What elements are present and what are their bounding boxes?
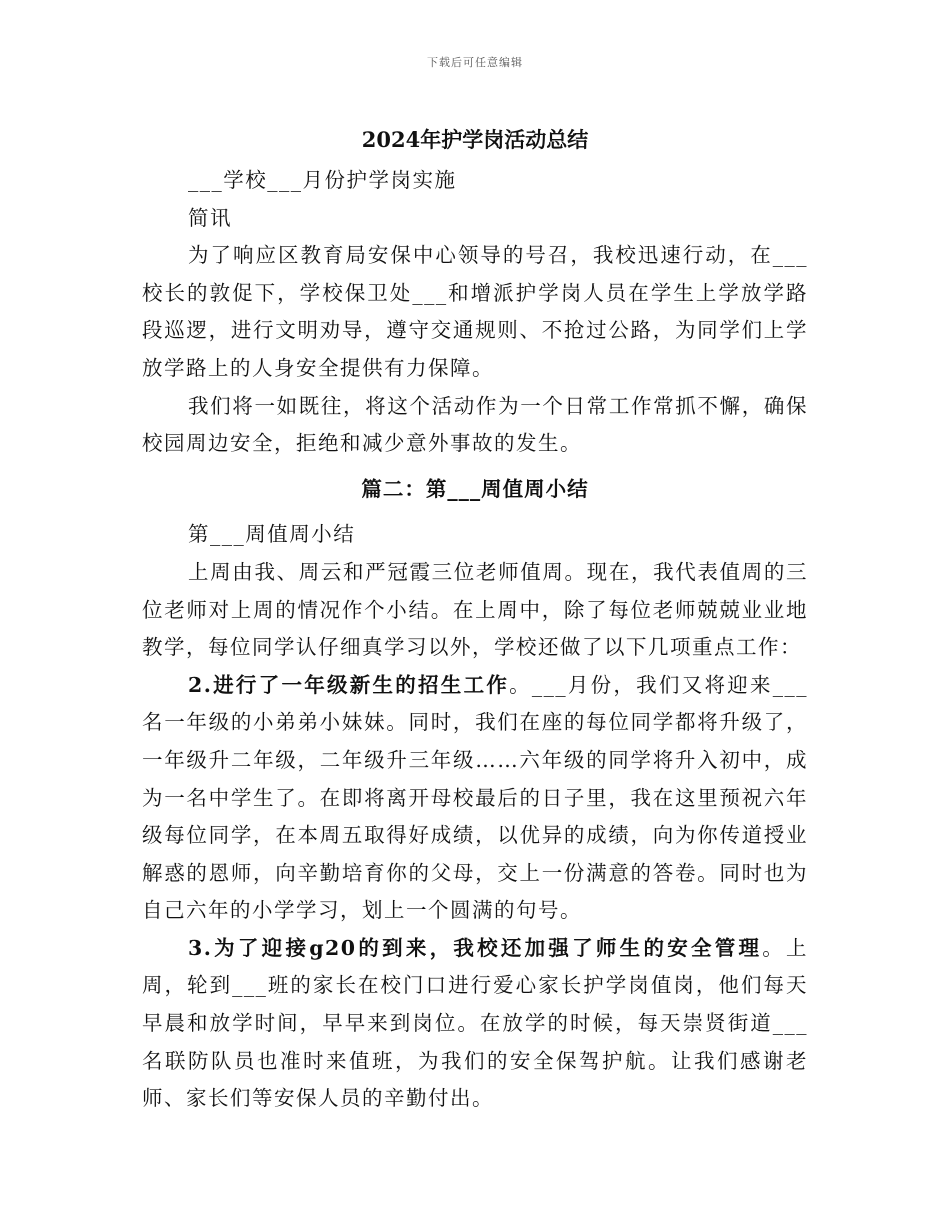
header-note: 下载后可任意编辑 <box>427 56 523 69</box>
document-body <box>142 118 808 1118</box>
section2-line1: 第___周值周小结 <box>188 522 356 547</box>
section2-subtitle: 篇二：第___周值周小结 <box>361 476 589 501</box>
section2-item3 <box>142 930 808 1118</box>
item3-heading: 3.为了迎接g20的到来，我校还加强了师生的安全管理 <box>188 935 763 960</box>
item2-text: 。___月份，我们又将迎来___名一年级的小弟弟小妹妹。同时，我们在座的每位同学都将升级了，一年级升二年级，二年级升三年级……六年级的同学将升入初中，成为一名中学生了。在即将离开母校最后的日子里，我在这里预祝六年级每位同学，在本周五取得好成绩，以优异的成绩，向为你传道授业解惑的恩师，向辛勤培育你的父母，交上一份满意的答卷。同时也为自己六年的小学学习，划上一个圆满的句号。 <box>142 672 808 923</box>
section2-para1: 上周由我、周云和严冠霞三位老师值周。现在，我代表值周的三位老师对上周的情况作个小结。在上周中，除了每位老师兢兢业业地教学，每位同学认仔细真学习以外，学校还做了以下几项重点工作： <box>142 559 808 660</box>
item3-text: 。上周，轮到___班的家长在校门口进行爱心家长护学岗值岗，他们每天早晨和放学时间，早早来到岗位。在放学的时候，每天崇贤街道___名联防队员也准时来值班，为我们的安全保驾护航。让我们感谢老师、家长们等安保人员的辛勤付出。 <box>142 935 809 1111</box>
section1-line1: ___学校___月份护学岗实施 <box>188 168 457 192</box>
document-title: 2024年护学岗活动总结 <box>361 127 589 152</box>
item2-heading: 2.进行了一年级新生的招生工作 <box>188 672 510 697</box>
section1-line2: 简讯 <box>188 205 232 230</box>
section1-para1: 为了响应区教育局安保中心领导的号召，我校迅速行动，在___校长的敦促下，学校保卫处___和增派护学岗人员在学生上学放学路段巡逻，进行文明劝导，遵守交通规则、不抢过公路，为同学们上学放学路上的人身安全提供有力保障。 <box>142 243 808 380</box>
section2-item2 <box>142 667 808 930</box>
section1-para2: 我们将一如既往，将这个活动作为一个日常工作常抓不懈，确保校园周边安全，拒绝和减少意外事故的发生。 <box>142 393 808 456</box>
